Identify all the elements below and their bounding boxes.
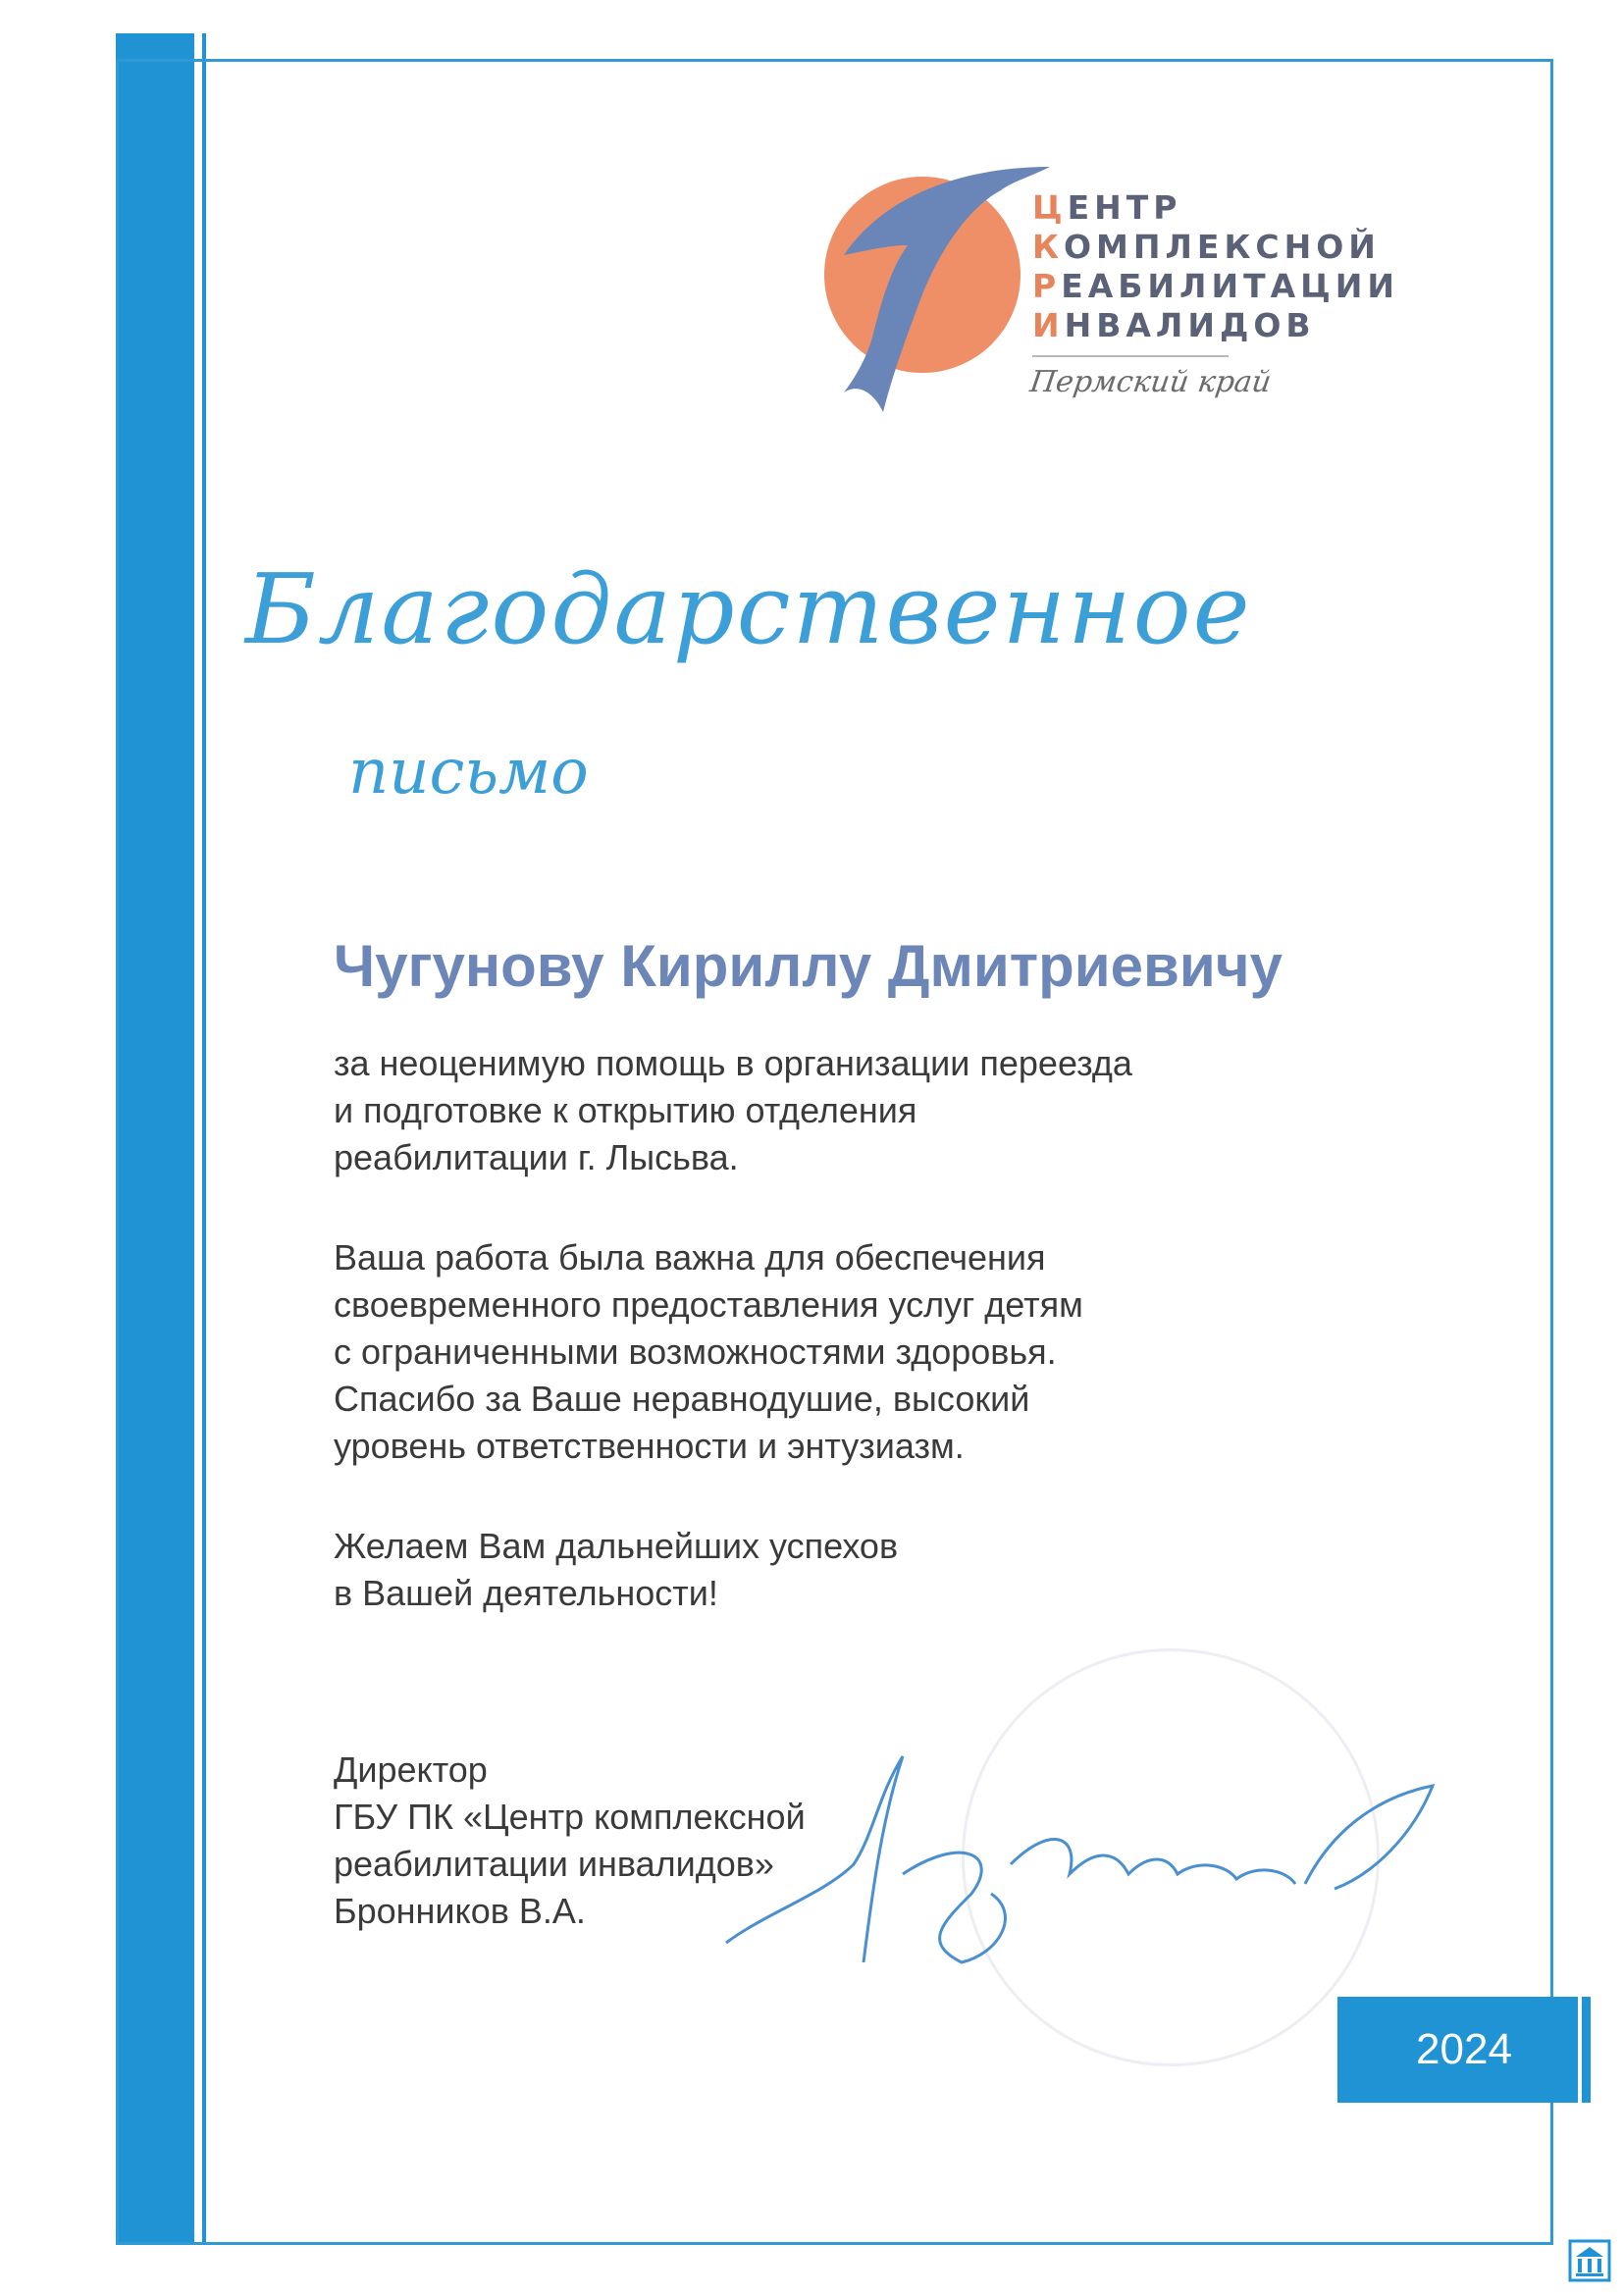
document-subtitle: письмо — [348, 736, 589, 809]
paragraph-wishes: Желаем Вам дальнейших успехов в Вашей деятельности! — [334, 1526, 899, 1613]
logo-line-2: КОМПЛЕКСНОЙ — [1032, 228, 1381, 266]
year-badge — [1337, 1997, 1591, 2103]
year-badge-divider — [1578, 1997, 1582, 2103]
year-text: 2024 — [1416, 2025, 1512, 2073]
paragraph-reason: за неоценимую помощь в организации переезда и подготовке к открытию отделения реабилитации г. Лысьва. — [334, 1043, 1132, 1177]
logo-divider — [1032, 355, 1229, 357]
logo-line-4: ИНВАЛИДОВ — [1032, 306, 1316, 344]
logo-line-1: ЦЕНТР — [1032, 188, 1182, 227]
recipient-name: Чугунову Кириллу Дмитриевичу — [334, 933, 1283, 999]
document-title: Благодарственное — [245, 554, 1252, 666]
signature-block: Директор ГБУ ПК «Центр комплексной реабилитации инвалидов» Бронников В.А. — [334, 1749, 806, 1931]
building-icon — [1568, 2239, 1611, 2282]
logo-region: Пермский край — [1027, 365, 1274, 399]
logo-line-3: РЕАБИЛИТАЦИИ — [1032, 267, 1399, 305]
logo-text — [1032, 188, 1454, 345]
paragraph-thanks: Ваша работа была важна для обеспечения своевременного предоставления услуг детям с ограниченными возможностями здоровья. Спасибо за Ваше неравнодушие, высокий уровень ответственности и энтузиазм. — [334, 1237, 1083, 1466]
